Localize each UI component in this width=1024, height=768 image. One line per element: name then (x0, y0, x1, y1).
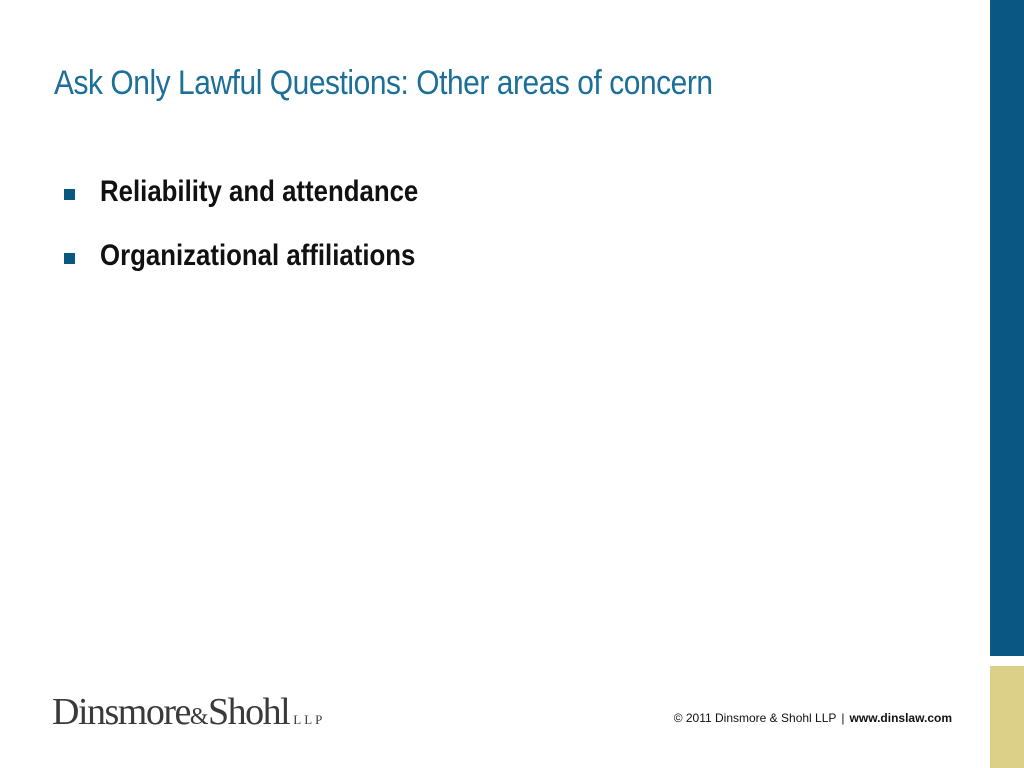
list-item (64, 172, 470, 212)
company-logo (52, 690, 325, 734)
logo-suffix: LLP (293, 712, 326, 727)
logo-name-part2: Shohl (208, 691, 290, 733)
list-item (64, 236, 470, 276)
bullet-list (64, 172, 470, 300)
logo-name-part1: Dinsmore (52, 691, 190, 733)
side-bar-gold (990, 666, 1024, 768)
square-bullet-icon (64, 189, 75, 200)
square-bullet-icon (64, 253, 75, 264)
slide-title: Ask Only Lawful Questions: Other areas of concern (54, 64, 713, 102)
logo-ampersand: & (189, 704, 209, 730)
bullet-text: Organizational affiliations (100, 239, 416, 272)
footer-separator: | (841, 711, 845, 725)
footer (674, 711, 952, 725)
footer-copyright: © 2011 Dinsmore & Shohl LLP (673, 711, 837, 725)
bullet-text: Reliability and attendance (100, 175, 419, 208)
side-bar-blue (990, 0, 1024, 656)
footer-url-link[interactable]: www.dinslaw.com (849, 711, 952, 725)
